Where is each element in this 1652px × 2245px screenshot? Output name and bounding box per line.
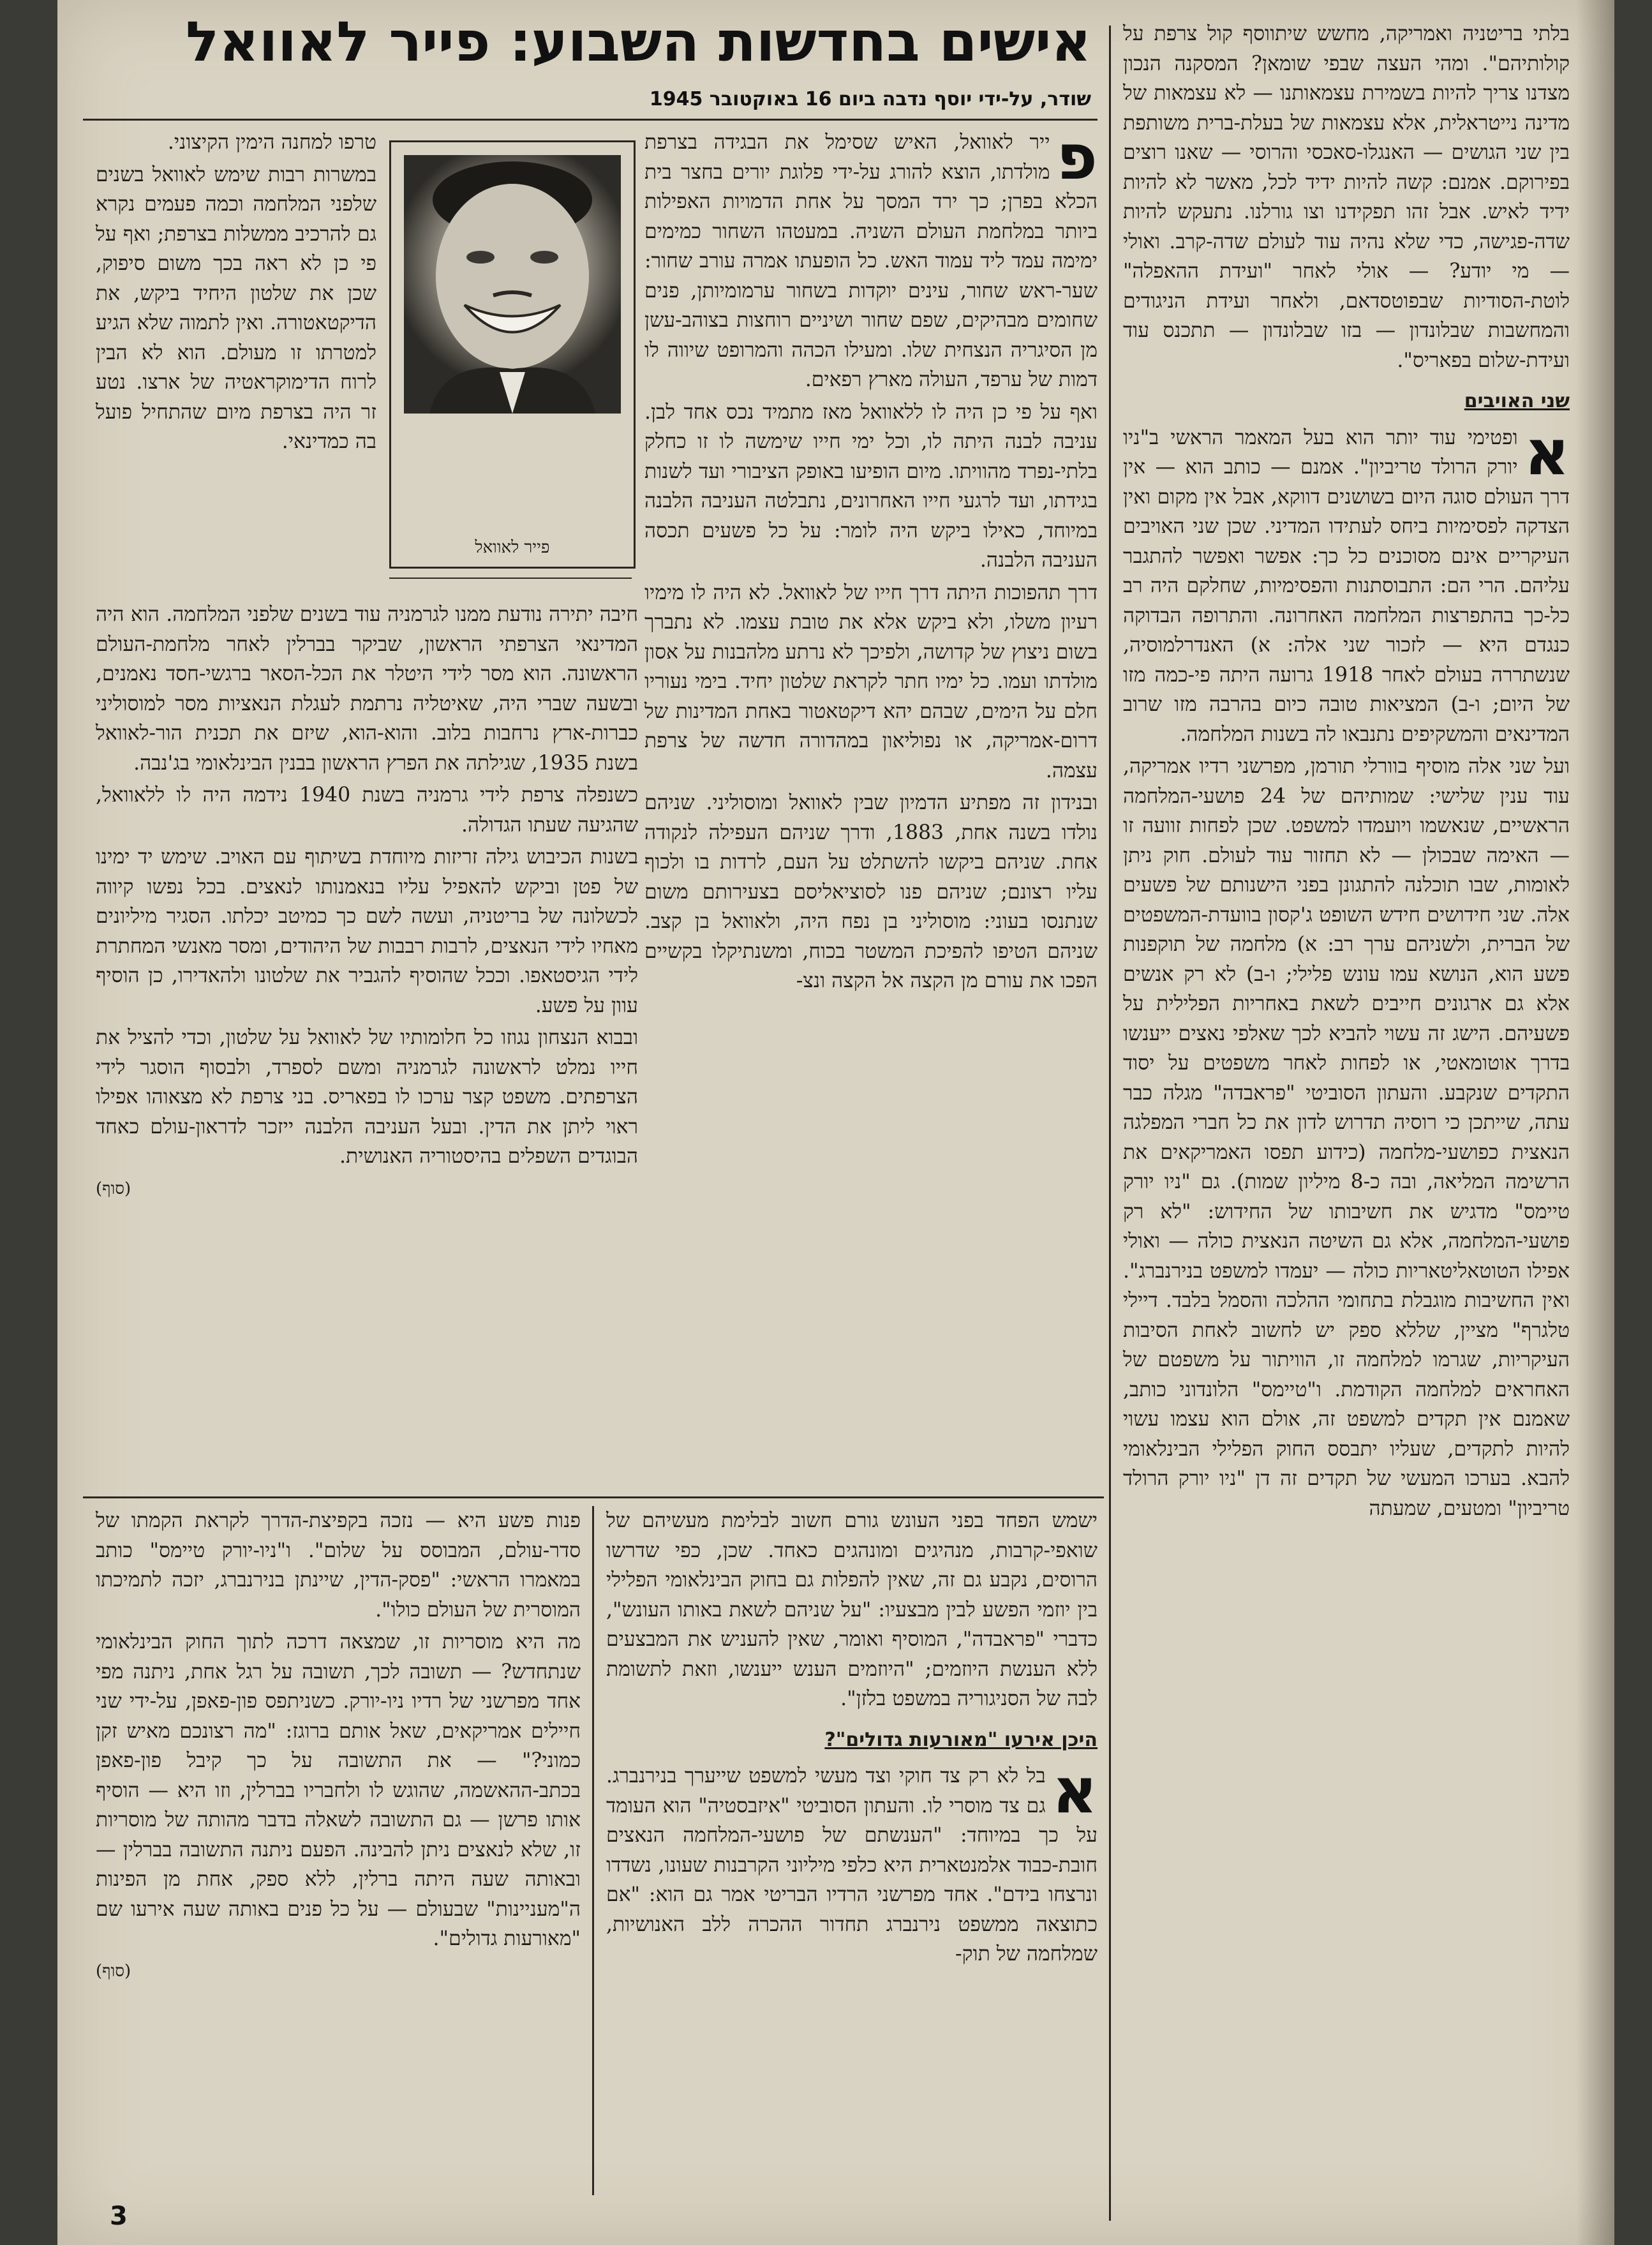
article-bottom-rule bbox=[83, 1496, 1104, 1498]
subhead-great-events: היכן אירעו "מאורעות גדולים"? bbox=[824, 1728, 1098, 1751]
portrait-frame bbox=[389, 140, 636, 569]
subhead-two-enemies: שני האויבים bbox=[1464, 390, 1570, 412]
bottom-middle-para-2: בל לא רק צד חוקי וצד מעשי למשפט שייערך בנירנברג. גם צד מוסרי לו. והעתון הסוביטי "איזבסטיה" הוא העומד על כך במיוחד: "הענשתם של פושעי-המלחמה הנאצים חובת-כבוד אלמנטארית היא כלפי מיליוני הקרבנות שעונו, נשדדו ונרצחו בידם". אחד מפרשני הרדיו הבריטי אמר גם הוא: "אם כתוצאה ממשפט נירנברג תחדור ההכרה ללב האנושיות, שמלחמה של תוק- bbox=[606, 1764, 1098, 1965]
article-byline: שודר, על-ידי יוסף נדבה ביום 16 באוקטובר 1945 bbox=[649, 88, 1091, 110]
right-column-top-text: בלתי בריטניה ואמריקה, מחשש שיתווסף קול צרפת על קולותיהם". ומהי העצה שבפי שומאן? המסקנה הנכון מצדנו צריך להיות בשמירת עצמאותנו — לא עצמאות של מדינה נייטראלית, אלא עצמאות של בעלת-ברית משותפת בין שני הגושים — האנגלו-סאכסי והרוסי — שאנו רוצים בפירוקם. אמנם: קשה להיות ידיד לכל, מאשר לא להיות ידיד לאיש. אבל זהו תפקידנו וצו גורלנו. נתעקש להיות שדה-פגישה, כדי שלא נהיה עוד לעולם שדה-קרב. ואולי — מי יודע? — אולי לאחר "ועידת ההאפלה" לוטת-הסודיות שבפוטסדאם, ולאחר ועידת הניגודים והמחשבות שבלונדון — בזו שבלונדון — תתכנס עוד ועידת-שלום בפאריס". bbox=[1123, 22, 1570, 372]
article-b-para-5: בשנות הכיבוש גילה זריזות מיוחדת בשיתוף עם האויב. שימש יד ימינו של פטן וביקש להאפיל עליו בנאמנותו לנאצים. בכל נפשו קיווה לכשלונה של בריטניה, ועשה לשם כך כמיטב יכלתו. הסגיר מיליונים מאחיו לידי הנאצים, לרבות רבבות של היהודים, ומסר מאנשי המחתרת לידי הגיסטאפו. וככל שהוסיף להגביר את שלטונו ולהאדירו, כן הוסיף עוון על פשע. bbox=[96, 846, 638, 1017]
right-column-para-1: ופטימי עוד יותר הוא בעל המאמר הראשי ב"ניו יורק הרולד טריביון". אמנם — כותב הוא — אין דרך העולם סוגה היום בשושנים דווקא, אבל אין מקום ואין הצדקה לפסימיות ביחס לעתידו המדיני. שכן שני האויבים העיקריים אינם מסוכנים כל כך: אפשר ואפשר להתגבר עליהם. הרי הם: התבוסתנות והפסימיות, שחלקם היה רב כל-כך בהתפרצות המלחמה האחרונה. והתרופה הבדוקה כנגדם היא — לזכור שני אלה: א) האנדרלמוסיה, שנשתררה בעולם לאחר 1918 גרועה היתה פי-כמה מזו של היום; ו-ב) המציאות טובה כיום בהרבה מזו שרוב המדינאים והמשקיפים נתנבאו לה בשנות המלחמה. bbox=[1123, 426, 1570, 746]
portrait-caption: פייר לאוואל bbox=[475, 538, 550, 557]
photo-bottom-rule bbox=[389, 578, 632, 579]
magazine-page bbox=[57, 0, 1614, 2245]
bottom-left-para-1: פנות פשע היא — נזכה בקפיצת-הדרך לקראת הקמתו של סדר-עולם, המבוסס על שלום". ו"ניו-יורק טיימס" כותב במאמרו הראשי: "פסק-הדין, שיינתן בנירנברג, יזכה לתמיכתו המוסרית של העולם כולו". bbox=[96, 1509, 581, 1622]
binding-shadow bbox=[1576, 0, 1614, 2245]
bottom-middle-column bbox=[606, 1506, 1098, 2221]
article-b-para-4: כשנפלה צרפת לידי גרמניה בשנת 1940 נידמה היה לו ללאוואל, שהגיעה שעתו הגדולה. bbox=[96, 784, 638, 837]
article-a-para-1: ייר לאוואל, האיש שסימל את הבגידה בצרפת מולדתו, הוצא להורג על-ידי פלוגת יורים בחצר בית הכלא בפרן; כך ירד המסך על אחת הדמויות האפילות ביותר במלחמת העולם השניה. במעטהו השחור כמימים ימימה עמד ליד עמוד האש. כל הופעתו אמרה עורב שחור: שער-ראש שחור, עינים יוקדות בשחור ערמומיותן, פנים שחומים מבהיקים, שפם שחור ושיניים רוחצות בצוהב-עשן מן הסיגריה הנצחית שלו. ומעילו הכהה והמרופט שיווה לו דמות של ערפד, העולה מארץ רפאים. bbox=[644, 131, 1098, 391]
headline-rule bbox=[83, 119, 1098, 121]
bottom-end-marker: (סוף) bbox=[96, 1961, 131, 1981]
right-column bbox=[1123, 19, 1570, 2214]
page-number: 3 bbox=[110, 2202, 128, 2231]
dropcap-right: א bbox=[1524, 416, 1570, 489]
article-b-para-2: במשרות רבות שימש לאוואל בשנים שלפני המלחמה וכמה פעמים נקרא גם להרכיב ממשלות בצרפת; ואף על פי כן לא ראה בכך משום סיפוק, שכן את שלטון היחיד ביקש, את הדיקטאטורה. ואין לתמוה שלא הגיע למטרתו זו מעולם. הוא לא הבין לרוח הדימוקראטיה של ארצו. נטע זר היה בצרפת מיום שהתחיל פועל בה כמדינאי. bbox=[96, 163, 376, 453]
article-b-para-1: טרפו למחנה הימין הקיצוני. bbox=[167, 131, 376, 154]
column-divider-right bbox=[1109, 26, 1111, 2221]
bottom-middle-para-1: ישמש הפחד בפני העונש גורם חשוב לבלימת מעשיהם של שואפי-קרבות, מנהיגים ומונהגים כאחד. שכן, כפי שדרשו הרוסים, נקבע גם זה, שאין להפלות גם בחוק הבינלאומי הפלילי בין יוזמי הפשע לבין מבצעיו: "על שניהם לשאת באותו העונש", כדברי "פראבדה", המוסיף ואומר, שאין להעניש את המבצעים ללא הענשת היוזמים; "היוזמים הענש ייענשו, וזאת לתשומת לבה של הסניגוריה במשפט בלזן". bbox=[606, 1509, 1098, 1710]
bottom-left-para-2: מה היא מוסריות זו, שמצאה דרכה לתוך החוק הבינלאומי שנתחדש? — תשובה לכך, תשובה על רגל אחת, ניתנה מפי אחד מפרשני של רדיו ניו-יורק. כשניתפס פון-פאפן, על-ידי שני חיילים אמריקאים, שאל אותם ברוגז: "מה רצונכם מאיש זקן כמוני?" — את התשובה על כך קיבל פון-פאפן בכתב-ההאשמה, שהוגש לו ולחבריו בברלין, וזו היא — הוסיף אותו פרשן — גם התשובה לשאלה בדבר מהותה של מוסריות זו, שלא לנאצים ניתן להבינה. הפעם ניתנה התשובה בברלין — ובאותה שעה היתה ברלין, ללא ספק, אחת מן הפינות ה"מעניינות" שבעולם — על כל פנים באותה שעה אירעו שם "מאורעות גדולים". bbox=[96, 1630, 581, 1950]
article-a-para-2: ואף על פי כן היה לו ללאוואל מאז מתמיד נכס אחד לבן. עניבה לבנה היתה לו, וכל ימי חייו שימשה לו זו כחלק בלתי-נפרד מהוויתו. מיום הופיעו באופק הציבורי ועד לשנות בגידתו, ועד לרגעי חייו האחרונים, נתבלטה העניבה הלבנה במיוחד, כאילו ביקש היה לומר: על כל פשעים תכסה העניבה הלבנה. bbox=[644, 400, 1098, 572]
column-divider-bottom bbox=[592, 1506, 594, 2195]
bottom-left-column bbox=[96, 1506, 581, 2208]
dropcap-article: פ bbox=[1056, 121, 1098, 194]
article-headline: אישים בחדשות השבוע: פייר לאוואל bbox=[186, 10, 1091, 74]
dropcap-bottom: א bbox=[1052, 1755, 1098, 1828]
article-b-para-3: חיבה יתירה נודעת ממנו לגרמניה עוד בשנים שלפני המלחמה. הוא היה המדינאי הצרפתי הראשון, שביקר בברלין לאחר מלחמת-העולם הראשונה. הוא מסר לידי היטלר את הכל-הסאר ברגשי-חסד נאמנים, ובשעה שברי היה, שאיטליה נרתמת לעגלת הנאציות מסר למוסוליני כברות-ארץ נרחבות בלוב. והוא-הוא, שיזם את תכנית הור-לאוואל בשנת 1935, שגילתה את הפרץ הראשון בבנין הבינלאומי בג'נבה. bbox=[96, 603, 638, 775]
article-column-b-wide bbox=[96, 600, 638, 1481]
article-end-marker: (סוף) bbox=[96, 1179, 131, 1198]
right-column-para-2: ועל שני אלה מוסיף בוורלי תורמן, מפרשני רדיו אמריקה, עוד ענין שלישי: שמותיהם של 24 פושעי-המלחמה הראשיים, שנאשמו ויועמדו למשפט. שכן לפחות זוועה זו — האימה שבכולן — לא תחזור עוד לעולם. חוק ניתן לאומות, שבו תוכלנה להתגונן בפני הישנותם של פשעים אלה. שני חידושים חידש השופט ג'קסון בוועדת-המשפטים של הברית, ולשניהם ערך רב: א) מלחמה של תוקפנות פשע הוא, הנושא עמו עונש פלילי; ו-ב) לא רק אנשים אלא גם ארגונים חייבים לשאת באחריות הפלילית על פשעיהם. הישג זה עשוי להביא לכך שאלפי נאצים ייענשו בדרך אוטומאטי, או לפחות לאחר משפטים על יסוד התקדים שנקבע. והעתון הסוביטי "פראבדה" מגלה כבר עתה, שייתכן כי רוסיה תדרוש לדון את כל חברי המפלגה הנאצית כפושעי-מלחמה (כידוע תפסו האמריקאים את הרשימה המליאה, ובה כ-8 מיליון שמות). גם "ניו יורק טיימס" מדגיש את חשיבותו של החידוש: "לא רק פושעי-המלחמה, אלא גם השיטה הנאצית כולה — ואולי אפילו הטוטאליטאריות כולה — יעמדו למשפט בנירנברג". ואין החשיבות מוגבלת בתחומי ההלכה והסמל בלבד. דיילי טלגרף" מציין, שללא ספק יש לחשוב לאחת הסיבות העיקריות, שגרמו למלחמה זו, הוויתור על משפטם של האחראים למלחמה הקודמת. ו"טיימס" הלונדוני כותב, שאמנם אין תקדים למשפט זה, אולם הוא עצמו עשוי להיות לתקדים, שעליו יתבסס החוק הפלילי הבינלאומי להבא. בערכו המעשי של תקדים זה דן "ניו יורק הרולד טריביון" ומטעים, שמעתה bbox=[1123, 755, 1570, 1520]
portrait-photo bbox=[404, 155, 621, 414]
article-column-a bbox=[644, 121, 1098, 1474]
article-a-para-4: ובנידון זה מפתיע הדמיון שבין לאוואל ומוסוליני. שניהם נולדו בשנה אחת, 1883, ודרך שניהם העפילה לנקודה אחת. שניהם ביקשו להשתלט על העם, לרדות בו ולכוף עליו רצונם; שניהם פנו לסוציאליסם בצעירותם משום שנתנסו בעוני: מוסוליני בן נפח היה, ולאוואל בן קצב. שניהם הטיפו להפיכת המשטר בכוח, ומשנתיקלו בקשיים הפכו את עורם מן הקצה אל הקצה ונצ- bbox=[644, 791, 1098, 992]
article-a-para-3: דרך תהפוכות היתה דרך חייו של לאוואל. לא היה לו מימיו רעיון משלו, ולא ביקש אלא את טובת עצמו. לא נתברך בשום ניצוץ של קדושה, ולפיכך לא נרתע מלהבנות על אסון מולדתו ועמו. כל ימיו חתר לקראת שלטון יחיד. בימי נעוריו חלם על הימים, שבהם יהא דיקטאטור באחת המדינות של דרום-אמריקה, או נפוליאון במהדורה חדשה של צרפת עצמה. bbox=[644, 581, 1098, 782]
article-b-para-6: ובבוא הנצחון נגוזו כל חלומותיו של לאוואל על שלטון, וכדי להציל את חייו נמלט לראשונה לגרמניה ומשם לספרד, ולבסוף הוסגר לידי הצרפתים. משפט קצר ערכו לו בפאריס. בני צרפת לא מצאוהו אפילו ראוי ליתן את הדין. ובעל העניבה הלבנה ייזכר לדראון-עולם כאחד הבוגדים השפלים בהיסטוריה האנושית. bbox=[96, 1026, 638, 1168]
